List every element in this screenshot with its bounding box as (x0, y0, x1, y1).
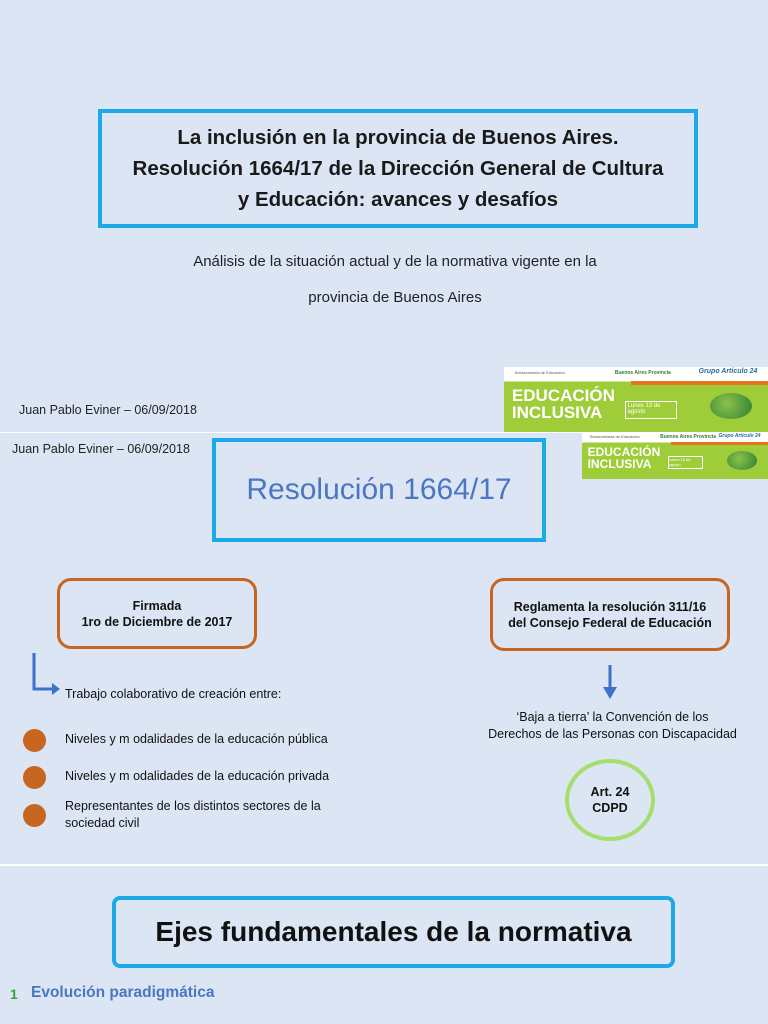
banner-date: Lunes 13 de agosto (625, 401, 677, 419)
educacion-inclusiva-banner (582, 433, 768, 479)
globe-icon (710, 393, 752, 419)
bullet-text: Niveles y m odalidades de la educación pública (65, 732, 328, 746)
slide1-subtitle-line: provincia de Buenos Aires (308, 289, 482, 306)
banner-title-line: INCLUSIVA (511, 402, 603, 422)
slide1-author: Juan Pablo Eviner – 06/09/2018 (19, 403, 197, 417)
bullet-dot-icon (23, 766, 46, 789)
bullet-dot-icon (23, 804, 46, 827)
slide1-subtitle (100, 244, 690, 316)
educacion-inclusiva-banner (504, 367, 768, 432)
slide2-title: Resolución 1664/17 (246, 473, 512, 506)
firmada-box (57, 578, 257, 649)
slide-title (0, 0, 768, 432)
banner-title-line: EDUCACIÓN (587, 445, 661, 460)
trabajo-text: Trabajo colaborativo de creación entre: (65, 687, 282, 701)
reglamenta-line: Reglamenta la resolución 311/16 (513, 599, 707, 614)
banner-logo-right: Grupo Artículo 24 (718, 433, 761, 439)
banner-logo-mid: Buenos Aires Provincia (614, 369, 671, 376)
reglamenta-line: del Consejo Federal de Educación (508, 615, 712, 630)
slide2-author: Juan Pablo Eviner – 06/09/2018 (12, 442, 190, 456)
down-arrow-icon (601, 665, 619, 701)
banner-title-line: INCLUSIVA (587, 457, 652, 472)
baja-line: Derechos de las Personas con Discapacidad (488, 727, 737, 741)
banner-logo-left: Subsecretaría de Educación (589, 433, 640, 439)
slide3-title-box (112, 896, 675, 968)
circle-line: Art. 24 (590, 785, 630, 799)
bullet-text: Representantes de los distintos sectores de la sociedad civil (65, 799, 321, 830)
banner-title (588, 446, 661, 470)
banner-logo-right: Grupo Artículo 24 (698, 368, 758, 376)
banner-logo-left: Subsecretaría de Educación (514, 369, 565, 375)
firmada-line: Firmada (132, 598, 182, 613)
slide1-title-line: Resolución 1664/17 de la Dirección General de Cultura (132, 157, 664, 180)
slide-resolucion (0, 433, 768, 863)
banner-date: Lunes 13 de agosto (668, 456, 703, 468)
item-label: Evolución paradigmática (31, 984, 215, 1001)
slide3-title: Ejes fundamentales de la normativa (155, 916, 632, 947)
banner-logo-mid: Buenos Aires Provincia (660, 433, 717, 440)
reglamenta-box (490, 578, 730, 651)
elbow-arrow-icon (30, 651, 64, 699)
slide1-title (133, 122, 664, 215)
baja-line: ‘Baja a tierra’ la Convención de los (516, 710, 709, 724)
art24-circle (565, 759, 655, 841)
circle-line: CDPD (592, 801, 628, 815)
baja-text (470, 709, 755, 743)
banner-title-line: EDUCACIÓN (511, 385, 615, 405)
slide-ejes (0, 866, 768, 1024)
banner-title (512, 387, 615, 421)
globe-icon (727, 451, 757, 470)
banner-strip (631, 381, 768, 385)
firmada-line: 1ro de Diciembre de 2017 (81, 614, 233, 629)
item-number: 1 (10, 986, 18, 1002)
bullet-dot-icon (23, 729, 46, 752)
slide1-title-line: y Educación: avances y desafíos (237, 188, 559, 211)
slide1-title-line: La inclusión en la provincia de Buenos Aires. (177, 126, 619, 149)
banner-strip (671, 442, 768, 445)
slide1-subtitle-line: Análisis de la situación actual y de la normativa vigente en la (193, 253, 597, 270)
slide1-title-box (98, 109, 698, 228)
bullet-text: Niveles y m odalidades de la educación privada (65, 769, 330, 783)
slide2-title-box (212, 438, 546, 542)
